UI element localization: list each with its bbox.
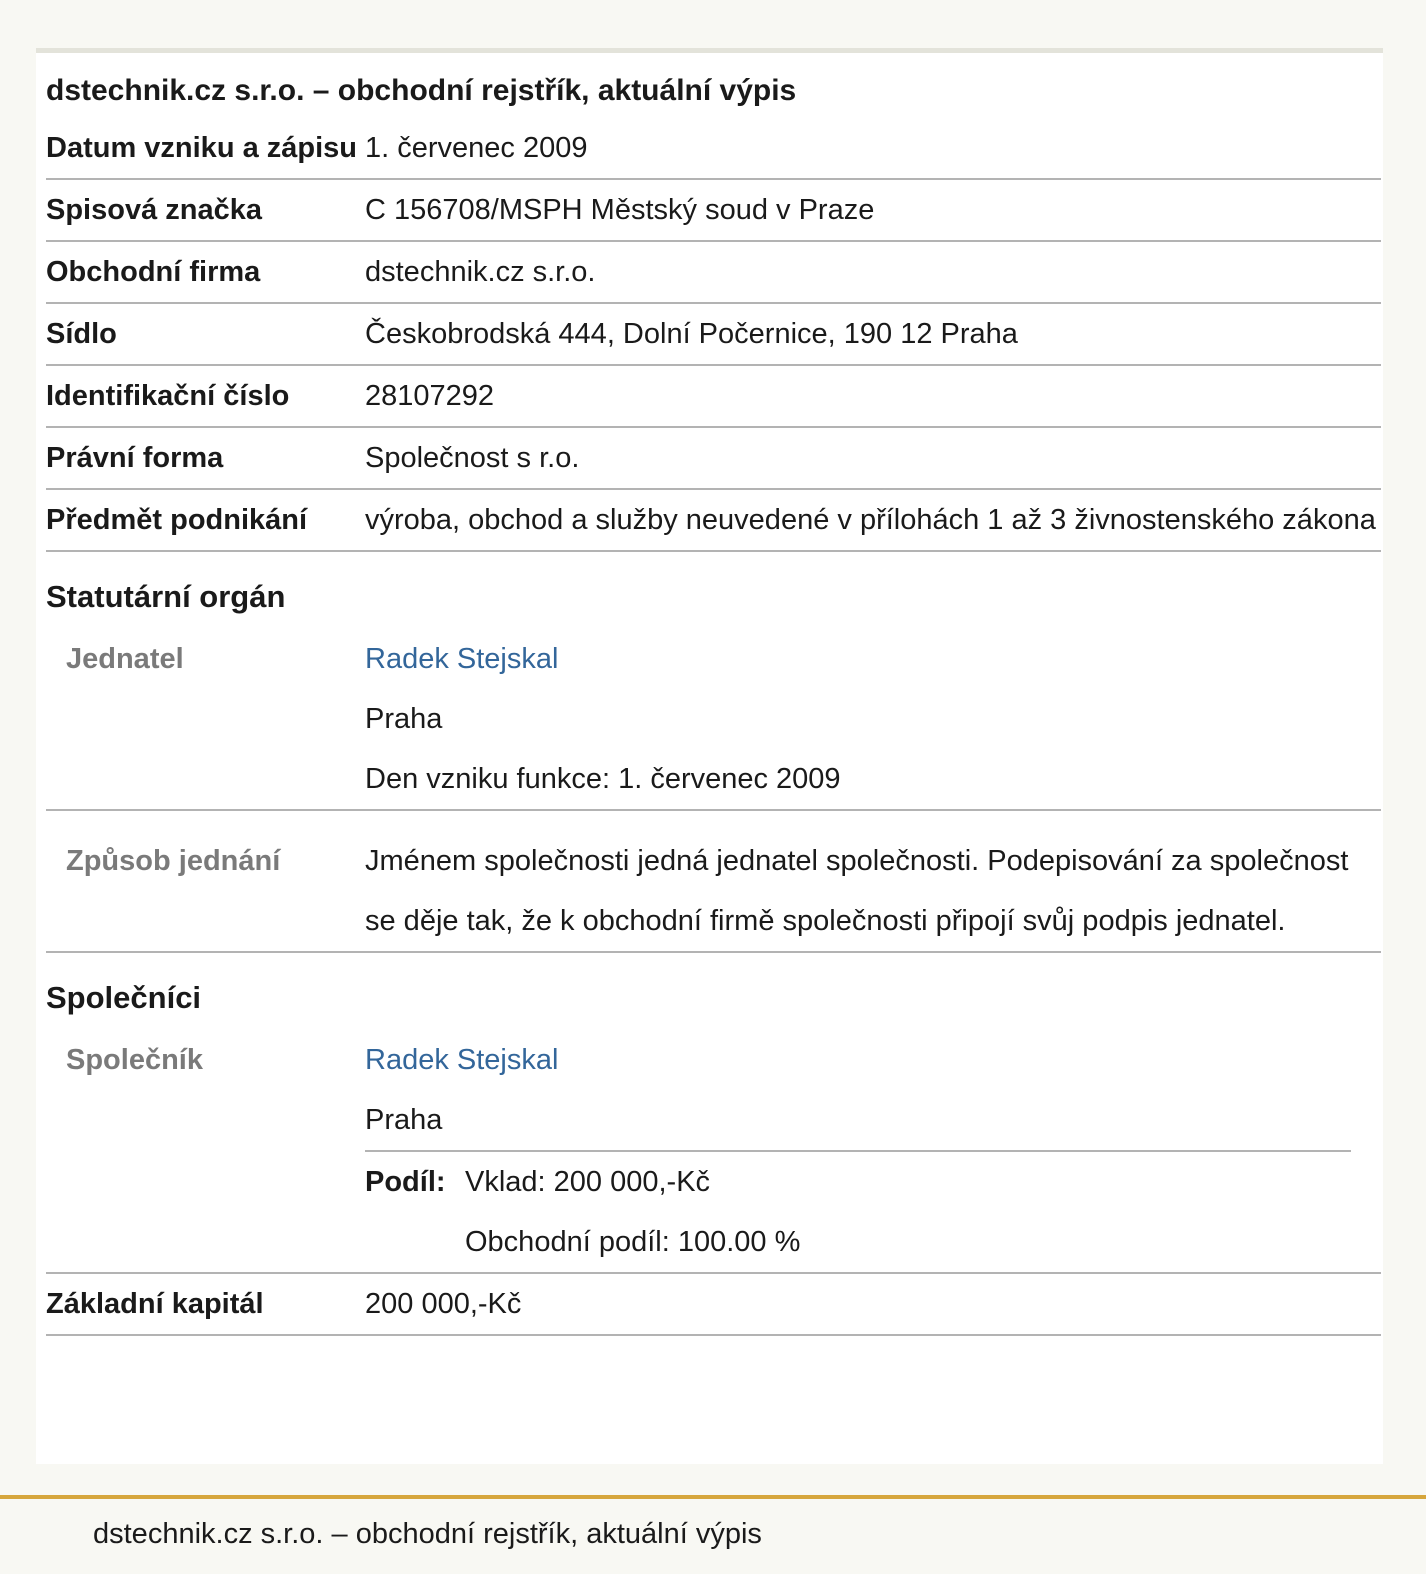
- row-predmet-podnikani: [46, 490, 1381, 552]
- row-label: Předmět podnikání: [46, 504, 308, 536]
- row-zpusob-jednani: [46, 811, 1381, 953]
- person-city: Praha: [365, 1104, 443, 1136]
- share-values: [465, 1152, 800, 1272]
- row-value: 200 000,-Kč: [365, 1288, 522, 1320]
- row-value: 28107292: [365, 380, 495, 412]
- section-heading-spolecnici: Společníci: [46, 980, 202, 1015]
- person-link[interactable]: Radek Stejskal: [365, 643, 559, 675]
- row-identifikacni-cislo: [46, 366, 1381, 428]
- row-zakladni-kapital: [46, 1274, 1381, 1336]
- footer-title: dstechnik.cz s.r.o. – obchodní rejstřík, aktuální výpis: [93, 1518, 762, 1550]
- row-value: 1. červenec 2009: [365, 132, 588, 164]
- registry-content: [46, 53, 1381, 1336]
- row-value: [365, 629, 1381, 809]
- row-label: Právní forma: [46, 442, 224, 474]
- person-city: Praha: [365, 703, 443, 735]
- row-value: dstechnik.cz s.r.o.: [365, 256, 596, 288]
- row-label: Způsob jednání: [66, 845, 281, 877]
- row-spolecnik: [46, 1030, 1381, 1274]
- row-label: Datum vzniku a zápisu: [46, 132, 358, 164]
- row-label: Společník: [66, 1044, 203, 1076]
- footer: [0, 1495, 1426, 1574]
- row-pravni-forma: [46, 428, 1381, 490]
- share-deposit: Vklad: 200 000,-Kč: [465, 1166, 711, 1198]
- row-value: [365, 1030, 1381, 1272]
- row-label: Jednatel: [66, 643, 184, 675]
- row-value: Jménem společnosti jedná jednatel společnosti. Podepisování za společnost se děje tak, že k obchodní firmě společnosti připojí svůj podpis jednatel.: [365, 845, 1349, 937]
- row-datum-vzniku: [46, 118, 1381, 180]
- row-label: Spisová značka: [46, 194, 262, 226]
- page-title: dstechnik.cz s.r.o. – obchodní rejstřík, aktuální výpis: [46, 74, 797, 107]
- registry-card: [36, 48, 1383, 1464]
- row-jednatel: [46, 629, 1381, 811]
- person-link[interactable]: Radek Stejskal: [365, 1044, 559, 1076]
- row-value: Českobrodská 444, Dolní Počernice, 190 12 Praha: [365, 318, 1018, 350]
- share-percentage: Obchodní podíl: 100.00 %: [465, 1226, 801, 1258]
- row-spisova-znacka: [46, 180, 1381, 242]
- row-obchodni-firma: [46, 242, 1381, 304]
- row-label: Základní kapitál: [46, 1288, 264, 1320]
- section-heading-statutarni: Statutární orgán: [46, 579, 286, 614]
- row-sidlo: [46, 304, 1381, 366]
- row-value: Společnost s r.o.: [365, 442, 580, 474]
- row-value: výroba, obchod a služby neuvedené v přílohách 1 až 3 živnostenského zákona: [365, 504, 1376, 536]
- share-block: [365, 1150, 1351, 1272]
- row-label: Identifikační číslo: [46, 380, 290, 412]
- row-label: Sídlo: [46, 318, 117, 350]
- share-label: Podíl:: [365, 1166, 446, 1198]
- row-value: C 156708/MSPH Městský soud v Praze: [365, 194, 875, 226]
- row-label: Obchodní firma: [46, 256, 261, 288]
- function-start: Den vzniku funkce: 1. červenec 2009: [365, 763, 841, 795]
